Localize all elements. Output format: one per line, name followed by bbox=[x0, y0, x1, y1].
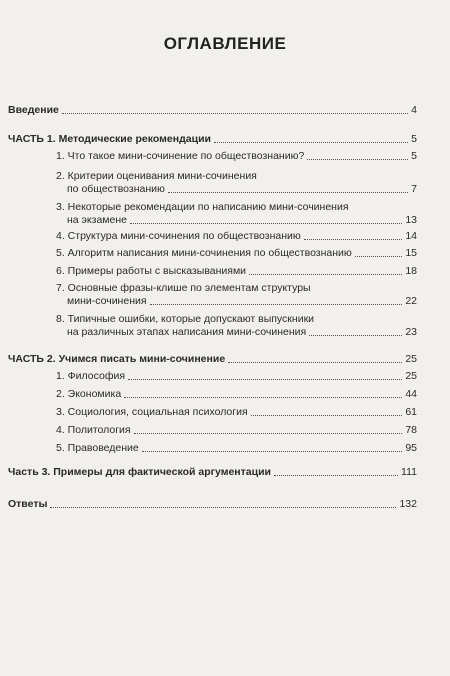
toc-label: 2. Экономика bbox=[56, 388, 122, 400]
dot-leader bbox=[249, 274, 402, 275]
toc-page-number: 132 bbox=[399, 498, 417, 510]
toc-label-line1: 3. Некоторые рекомендации по написанию мини-сочинения bbox=[56, 201, 349, 213]
toc-entry-2-3 bbox=[56, 406, 417, 419]
toc-label: 3. Социология, социальная психология bbox=[56, 406, 248, 418]
toc-label: ЧАСТЬ 1. Методические рекомендации bbox=[8, 133, 211, 145]
dot-leader bbox=[50, 507, 396, 508]
dot-leader bbox=[128, 379, 402, 380]
toc-entry-part2 bbox=[8, 353, 417, 366]
toc-page-number: 22 bbox=[405, 295, 417, 307]
dot-leader bbox=[130, 223, 402, 224]
toc-entry-2-1 bbox=[56, 370, 417, 383]
dot-leader bbox=[307, 159, 408, 160]
toc-label: 1. Что такое мини-сочинение по обществознанию? bbox=[56, 150, 305, 162]
toc-entry-1-7 bbox=[56, 282, 417, 308]
toc-label-line1: 2. Критерии оценивания мини-сочинения bbox=[56, 170, 257, 182]
toc-entry-1-1 bbox=[56, 150, 417, 163]
toc-entry-answers bbox=[8, 498, 417, 511]
dot-leader bbox=[355, 256, 403, 257]
toc-page-number: 15 bbox=[405, 247, 417, 259]
toc-page-number: 111 bbox=[401, 466, 417, 478]
toc-entry-1-2 bbox=[56, 170, 417, 196]
toc-entry-2-4 bbox=[56, 424, 417, 437]
dot-leader bbox=[251, 415, 403, 416]
toc-entry-2-2 bbox=[56, 388, 417, 401]
toc-entry-1-6 bbox=[56, 265, 417, 278]
toc-page-number: 23 bbox=[405, 326, 417, 338]
toc-label: 1. Философия bbox=[56, 370, 126, 382]
toc-label: 4. Политология bbox=[56, 424, 131, 436]
dot-leader bbox=[168, 192, 408, 193]
toc-page-number: 4 bbox=[411, 104, 417, 116]
dot-leader bbox=[214, 142, 408, 143]
toc-page-number: 13 bbox=[405, 214, 417, 226]
toc-label-line2: по обществознанию bbox=[67, 183, 165, 195]
toc-page-number: 78 bbox=[405, 424, 417, 436]
toc-entry-1-8 bbox=[56, 313, 417, 339]
dot-leader bbox=[142, 451, 403, 452]
page-title: ОГЛАВЛЕНИЕ bbox=[163, 34, 287, 53]
dot-leader bbox=[304, 239, 403, 240]
dot-leader bbox=[62, 113, 408, 114]
toc-label: ЧАСТЬ 2. Учимся писать мини-сочинение bbox=[8, 353, 226, 365]
toc-label-line2: на экзамене bbox=[67, 214, 127, 226]
toc-page-number: 5 bbox=[411, 150, 417, 162]
toc-entry-part1 bbox=[8, 133, 417, 146]
dot-leader bbox=[309, 335, 402, 336]
toc-page-number: 25 bbox=[405, 370, 417, 382]
dot-leader bbox=[134, 433, 403, 434]
toc-page-number: 5 bbox=[411, 133, 417, 145]
toc-page-number: 7 bbox=[411, 183, 417, 195]
toc-entry-part3 bbox=[8, 466, 417, 479]
toc-page-number: 61 bbox=[405, 406, 417, 418]
toc-entry-1-4 bbox=[56, 230, 417, 243]
toc-page-number: 14 bbox=[405, 230, 417, 242]
toc-label-line2: мини-сочинения bbox=[67, 295, 147, 307]
toc-page-number: 95 bbox=[405, 442, 417, 454]
dot-leader bbox=[124, 397, 402, 398]
toc-entry-2-5 bbox=[56, 442, 417, 455]
toc-label-line1: 7. Основные фразы-клише по элементам структуры bbox=[56, 282, 311, 294]
toc-label: 5. Алгоритм написания мини-сочинения по обществознанию bbox=[56, 247, 352, 259]
toc-label: 4. Структура мини-сочинения по обществознанию bbox=[56, 230, 301, 242]
dot-leader bbox=[228, 362, 402, 363]
dot-leader bbox=[150, 304, 403, 305]
toc-label-line2: на различных этапах написания мини-сочинения bbox=[67, 326, 307, 338]
toc-page-number: 44 bbox=[405, 388, 417, 400]
toc-label: Введение bbox=[8, 104, 59, 116]
toc-entry-1-5 bbox=[56, 247, 417, 260]
toc-entry-intro bbox=[8, 104, 417, 117]
dot-leader bbox=[274, 475, 398, 476]
toc-label: 6. Примеры работы с высказываниями bbox=[56, 265, 247, 277]
toc-page-number: 25 bbox=[405, 353, 417, 365]
toc-page-number: 18 bbox=[405, 265, 417, 277]
toc-label: Ответы bbox=[8, 498, 48, 510]
toc-label-line1: 8. Типичные ошибки, которые допускают выпускники bbox=[56, 313, 315, 325]
toc-label: Часть 3. Примеры для фактической аргументации bbox=[8, 466, 271, 478]
toc-entry-1-3 bbox=[56, 201, 417, 227]
toc-label: 5. Правоведение bbox=[56, 442, 139, 454]
